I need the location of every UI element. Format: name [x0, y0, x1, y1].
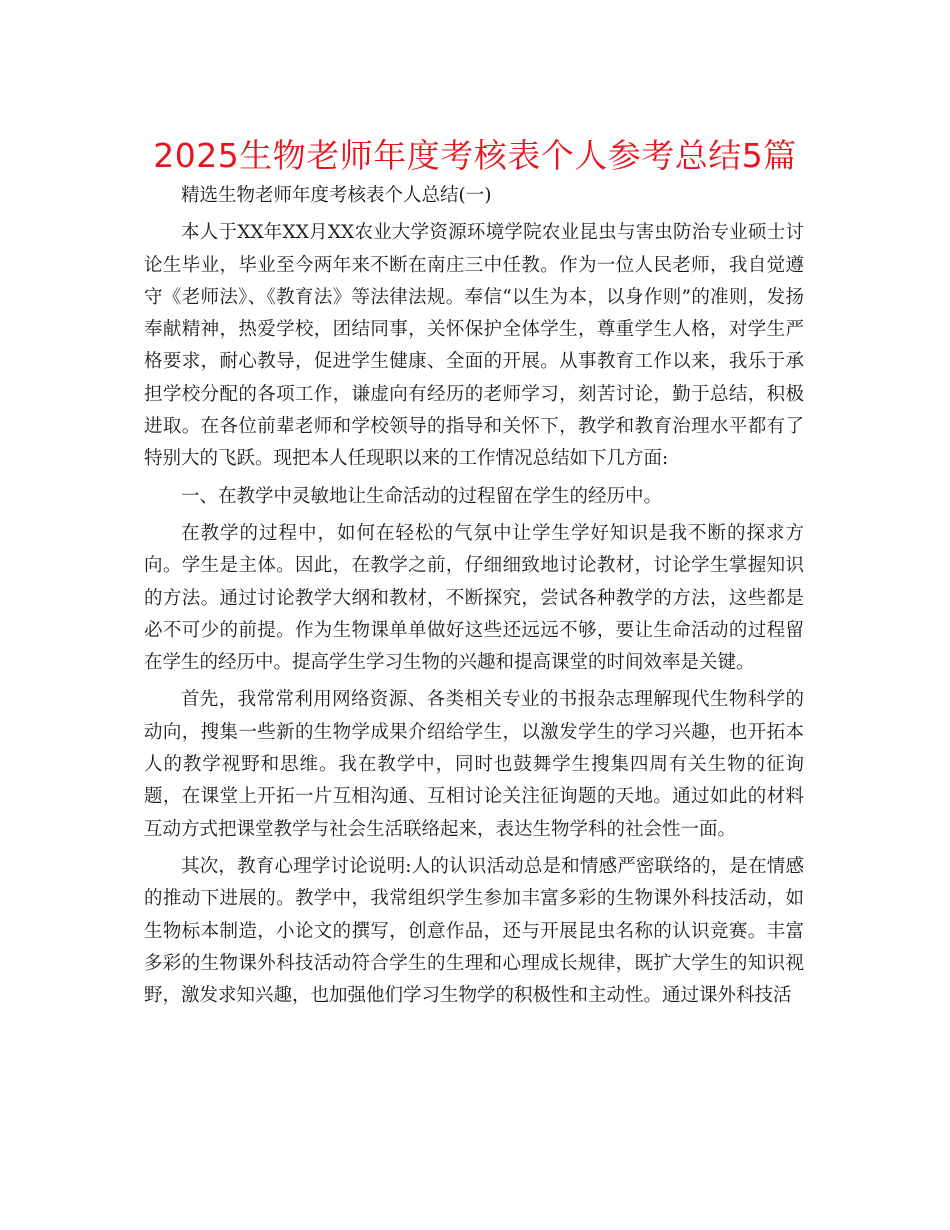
- body-paragraph-first: 首先，我常常利用网络资源、各类相关专业的书报杂志理解现代生物科学的动向，搜集一些新的生物学成果介绍给学生，以激发学生的学习兴趣，也开拓本人的教学视野和思维。我在教学中，同时也鼓舞学生搜集四周有关生物的征询题，在课堂上开拓一片互相沟通、互相讨论关注征询题的天地。通过如此的材料互动方式把课堂教学与社会生活联络起来，表达生物学科的社会性一面。: [144, 689, 804, 840]
- section-heading-teaching: 一、在教学中灵敏地让生命活动的过程留在学生的经历中。: [181, 485, 663, 507]
- body-paragraph-teaching: 在教学的过程中，如何在轻松的气氛中让学生学好知识是我不断的探求方向。学生是主体。因此，在教学之前，仔细细致地讨论教材，讨论学生掌握知识的方法。通过讨论教学大纲和教材，不断探究，尝试各种教学的方法，这些都是必不可少的前提。作为生物课单单做好这些还远远不够，要让生命活动的过程留在学生的经历中。提高学生学习生物的兴趣和提高课堂的时间效率是关键。: [144, 522, 804, 674]
- document-body: [144, 180, 804, 1012]
- document-title: 2025生物老师年度考核表个人参考总结5篇: [153, 136, 797, 175]
- body-paragraph-intro: 本人于XX年XX月XX农业大学资源环境学院农业昆虫与害虫防治专业硕士讨论生毕业，毕业至今两年来不断在南庄三中任教。作为一位人民老师，我自觉遵守《老师法》、《教育法》等法律法规。奉信“以生为本，以身作则”的准则，发扬奉献精神，热爱学校，团结同事，关怀保护全体学生，尊重学生人格，对学生严格要求，耐心教导，促进学生健康、全面的开展。从事教育工作以来，我乐于承担学校分配的各项工作，谦虚向有经历的老师学习，刻苦讨论，勤于总结，积极进取。在各位前辈老师和学校领导的指导和关怀下，教学和教育治理水平都有了特别大的飞跃。现把本人任现职以来的工作情况总结如下几方面:: [144, 222, 804, 470]
- section-heading-1: 精选生物老师年度考核表个人总结(一): [181, 185, 492, 206]
- body-paragraph-second: 其次，教育心理学讨论说明:人的认识活动总是和情感严密联络的，是在情感的推动下进展的。教学中，我常组织学生参加丰富多彩的生物课外科技活动，如生物标本制造，小论文的撰写，创意作品，还与开展昆虫名称的认识竞赛。丰富多彩的生物课外科技活动符合学生的生理和心理成长规律，既扩大学生的知识视野，激发求知兴趣，也加强他们学习生物学的积极性和主动性。通过课外科技活: [144, 855, 804, 1007]
